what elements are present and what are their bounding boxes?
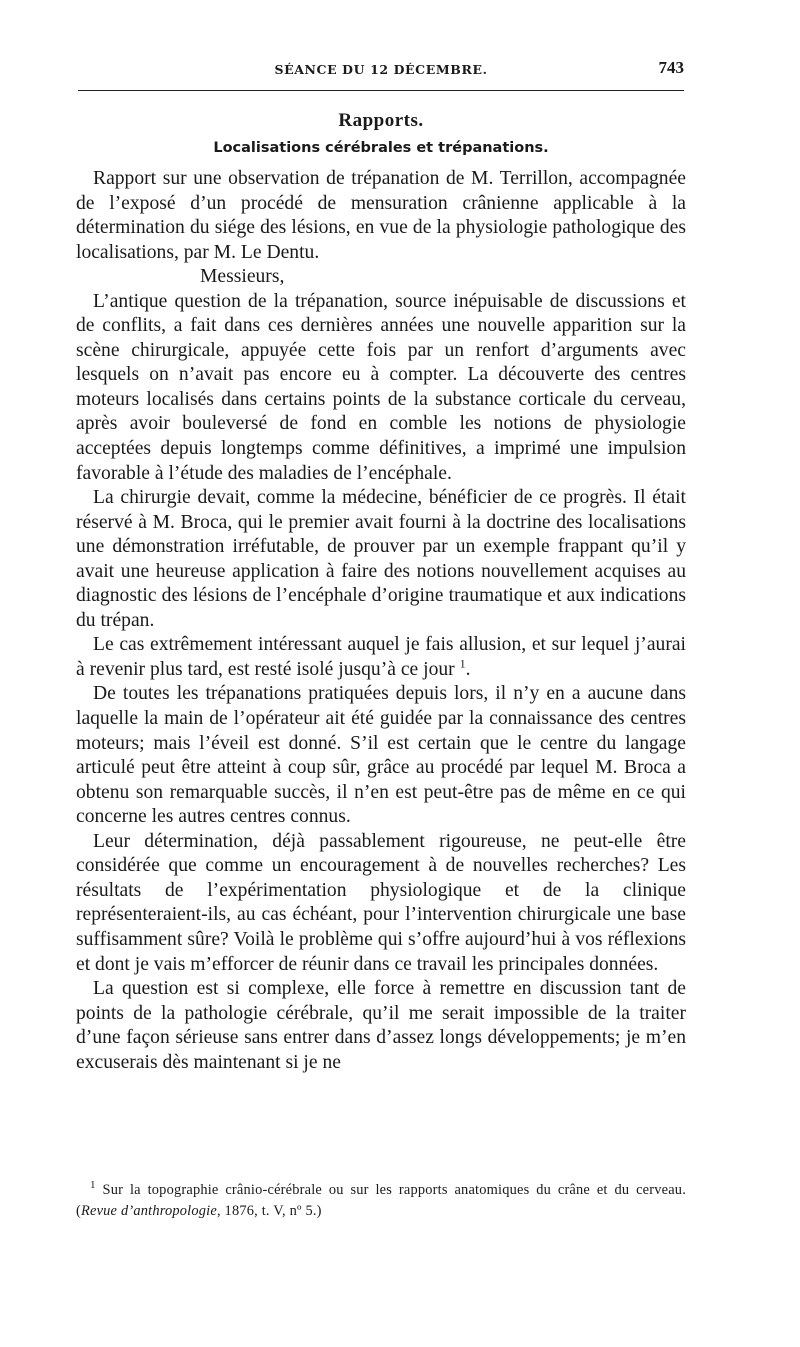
paragraph-report-title: Rapport sur une observation de trépanation de M. Terrillon, accompagnée de l’exposé d’un procédé de mensuration crânienne applicable à la détermination du siége des lésions, en vue de la physiologie pathologique des localisations, par M. Le Dentu. [76, 168, 686, 263]
footnote-1 [76, 1180, 686, 1222]
paragraph-salutation: Messieurs, [200, 266, 285, 288]
page-number: 743 [658, 58, 684, 77]
subsection-title: Localisations cérébrales et trépanations. [213, 140, 549, 156]
footnotes [76, 1180, 686, 1222]
paragraph-determination: Leur détermination, déjà passablement rigoureuse, ne peut-elle être considérée que comme un encouragement à de nouvelles recherches? Les résultats de l’expérimentation physiologique et de la clinique représenteraient-ils, au cas échéant, pour l’intervention chirurgicale une base suffisamment sûre? Voilà le problème qui s’offre aujourd’hui à vos réflexions et dont je vais m’efforcer de réunir dans ce travail les principales données. [76, 830, 686, 975]
footnote-journal: Revue d’anthropologie [81, 1203, 217, 1219]
footnote-mark: 1 [90, 1179, 96, 1192]
footnote-text-before: Sur la topographie crânio-cérébrale ou sur les rapports anatomiques du crâne et du cerveau. ( [76, 1182, 686, 1219]
footnote-reference[interactable]: 1 [459, 656, 466, 671]
section-title: Rapports. [338, 110, 424, 131]
paragraph-broca-case-text: Le cas extrêmement intéressant auquel je fais allusion, et sur lequel j’aurai à revenir plus tard, est resté isolé jusqu’à ce jour [76, 634, 686, 680]
header-rule [78, 90, 684, 91]
paragraph-trepanations-since: De toutes les trépanations pratiquées depuis lors, il n’y en a aucune dans laquelle la main de l’opérateur ait été guidée par la connaissance des centres moteurs; mais l’éveil est donné. S’il est certain que le centre du langage articulé peut être atteint à coup sûr, grâce au procédé par lequel M. Broca a obtenu son remarquable succès, il n’en est peut-être pas de même en ce qui concerne les autres centres connus. [76, 683, 686, 828]
running-head [76, 58, 686, 84]
body-text [76, 167, 686, 1075]
paragraph-surgery-progress: La chirurgie devait, comme la médecine, bénéficier de ce progrès. Il était réservé à M. Broca, qui le premier avait fourni à la doctrine des localisations une démonstration irréfutable, de prouver par un exemple frappant qu’il y avait une heureuse application à faire des notions nouvellement acquises au diagnostic des lésions de l’encéphale d’origine traumatique et aux indications du trépan. [76, 487, 686, 631]
footnote-text-after: , 1876, t. V, nº 5.) [216, 1203, 322, 1219]
paragraph-trepanation-question: L’antique question de la trépanation, source inépuisable de discussions et de conflits, a fait dans ces dernières années une nouvelle apparition sur la scène chirurgicale, appuyée cette fois par un renfort d’arguments avec lesquels on n’avait pas encore eu à compter. La découverte des centres moteurs localisés dans certains points de la substance corticale du cerveau, après avoir bouleversé de fond en comble les notions de physiologie acceptées depuis longtemps comme définitives, a imprimé une impulsion favorable à l’étude des maladies de l’encéphale. [76, 290, 686, 484]
paragraph-complexity: La question est si complexe, elle force à remettre en discussion tant de points de la pathologie cérébrale, qu’il me serait impossible de la traiter d’une façon sérieuse sans entrer dans d’assez longs développements; je m’en excuserais dès maintenant si je ne [76, 978, 686, 1073]
paragraph-broca-case: Le cas extrêmement intéressant auquel je fais allusion, et sur lequel j’aurai à revenir plus tard, est resté isolé jusqu’à ce jour $^1$. [76, 634, 686, 680]
running-title: SÉANCE DU 12 DÉCEMBRE. [274, 62, 488, 77]
